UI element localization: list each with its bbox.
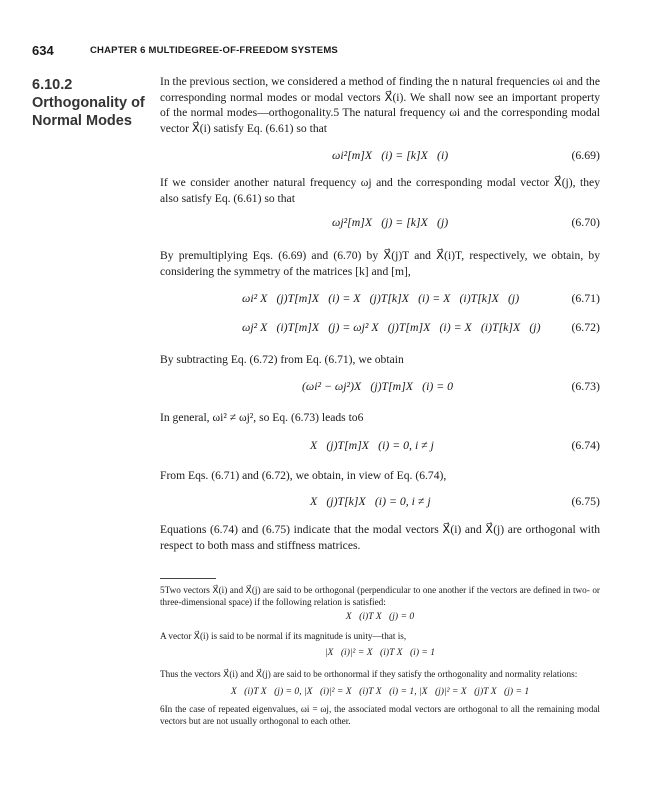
- footnote-5-text-3: Thus the vectors X⃗(i) and X⃗(j) are said to be orthonormal if they satisfy the orthogonality and normality relations:: [160, 669, 578, 679]
- equation-body: ωi² X⃗(j)T[m]X⃗(i) = X⃗(j)T[k]X⃗(i) = X⃗(i)T[k]X⃗(j): [242, 291, 520, 305]
- equation-number: (6.70): [571, 215, 600, 229]
- footnote-5-text: 5Two vectors X⃗(i) and X⃗(j) are said to be orthogonal (perpendicular to one another if the vectors are defined in two- or three-dimensional space) if the following relation is satisfied:: [160, 585, 600, 607]
- footnote-5-equation-1: X⃗(i)T X⃗(j) = 0: [345, 611, 415, 622]
- section-title-line1: Orthogonality of: [32, 95, 145, 111]
- footnote-5-equation-3: X⃗(i)T X⃗(j) = 0, |X⃗(i)|² = X⃗(i)T X⃗(i) = 1, |X⃗(j)|² = X⃗(j)T X⃗(j) = 1: [230, 686, 530, 697]
- running-header: [32, 43, 605, 59]
- equation-number: (6.74): [571, 438, 600, 452]
- equation-body: ωj²[m]X⃗(j) = [k]X⃗(j): [332, 215, 449, 229]
- footnote-5-text-2: A vector X⃗(i) is said to be normal if its magnitude is unity—that is,: [160, 631, 407, 641]
- equation-number: (6.75): [571, 494, 600, 508]
- chapter-title: CHAPTER 6 MULTIDEGREE-OF-FREEDOM SYSTEMS: [90, 45, 338, 56]
- equation-number: (6.72): [571, 320, 600, 334]
- section-title-line2: Normal Modes: [32, 113, 132, 129]
- paragraph-7: Equations (6.74) and (6.75) indicate that the modal vectors X⃗(i) and X⃗(j) are orthogonal with respect to both mass and stiffness matrices.: [160, 523, 600, 552]
- paragraph-4: By subtracting Eq. (6.72) from Eq. (6.71), we obtain: [160, 353, 404, 366]
- equation-body: (ωi² − ωj²)X⃗(j)T[m]X⃗(i) = 0: [302, 379, 454, 393]
- paragraph-6: From Eqs. (6.71) and (6.72), we obtain, in view of Eq. (6.74),: [160, 469, 447, 482]
- equation-number: (6.69): [571, 148, 600, 162]
- equation-6-75: [160, 494, 600, 510]
- equation-6-69: [160, 148, 600, 164]
- paragraph-5: In general, ωi² ≠ ωj², so Eq. (6.73) leads to6: [160, 411, 364, 424]
- equation-body: ωj² X⃗(i)T[m]X⃗(j) = ωj² X⃗(j)T[m]X⃗(i) = X⃗(i)T[k]X⃗(j): [242, 320, 541, 334]
- equation-body: X⃗(j)T[k]X⃗(i) = 0, i ≠ j: [310, 494, 431, 508]
- equation-6-72: [160, 320, 600, 336]
- equation-6-74: [160, 438, 600, 454]
- paragraph-2: If we consider another natural frequency ωj and the corresponding modal vector X⃗(j), they also satisfy Eq. (6.61) so that: [160, 176, 600, 205]
- equation-6-73: [160, 379, 600, 395]
- equation-body: ωi²[m]X⃗(i) = [k]X⃗(i): [332, 148, 449, 162]
- equation-number: (6.73): [571, 379, 600, 393]
- page-number: 634: [32, 43, 54, 58]
- equation-body: X⃗(j)T[m]X⃗(i) = 0, i ≠ j: [310, 438, 434, 452]
- equation-number: (6.71): [571, 291, 600, 305]
- equation-6-71: [160, 291, 600, 307]
- paragraph-3: By premultiplying Eqs. (6.69) and (6.70) by X⃗(j)T and X⃗(i)T, respectively, we obtain, by considering the symmetry of the matrices [k] and [m],: [160, 249, 600, 278]
- footnote-5-equation-2: |X⃗(i)|² = X⃗(i)T X⃗(i) = 1: [324, 647, 436, 658]
- footnote-6-text: 6In the case of repeated eigenvalues, ωi = ωj, the associated modal vectors are orthogonal to all the remaining modal vectors but are not usually orthogonal to each other.: [160, 704, 600, 726]
- paragraph-1: In the previous section, we considered a method of finding the n natural frequencies ωi and the corresponding normal modes or modal vectors X⃗(i). We shall now see an important property of the normal modes—orthogonality.5 The natural frequency ωi and the corresponding modal vector X⃗(i) satisfy Eq. (6.61) so that: [160, 75, 601, 135]
- equation-6-70: [160, 215, 600, 231]
- section-number: 6.10.2: [32, 77, 73, 93]
- section-heading: [32, 76, 152, 130]
- footnote-rule: [160, 578, 216, 579]
